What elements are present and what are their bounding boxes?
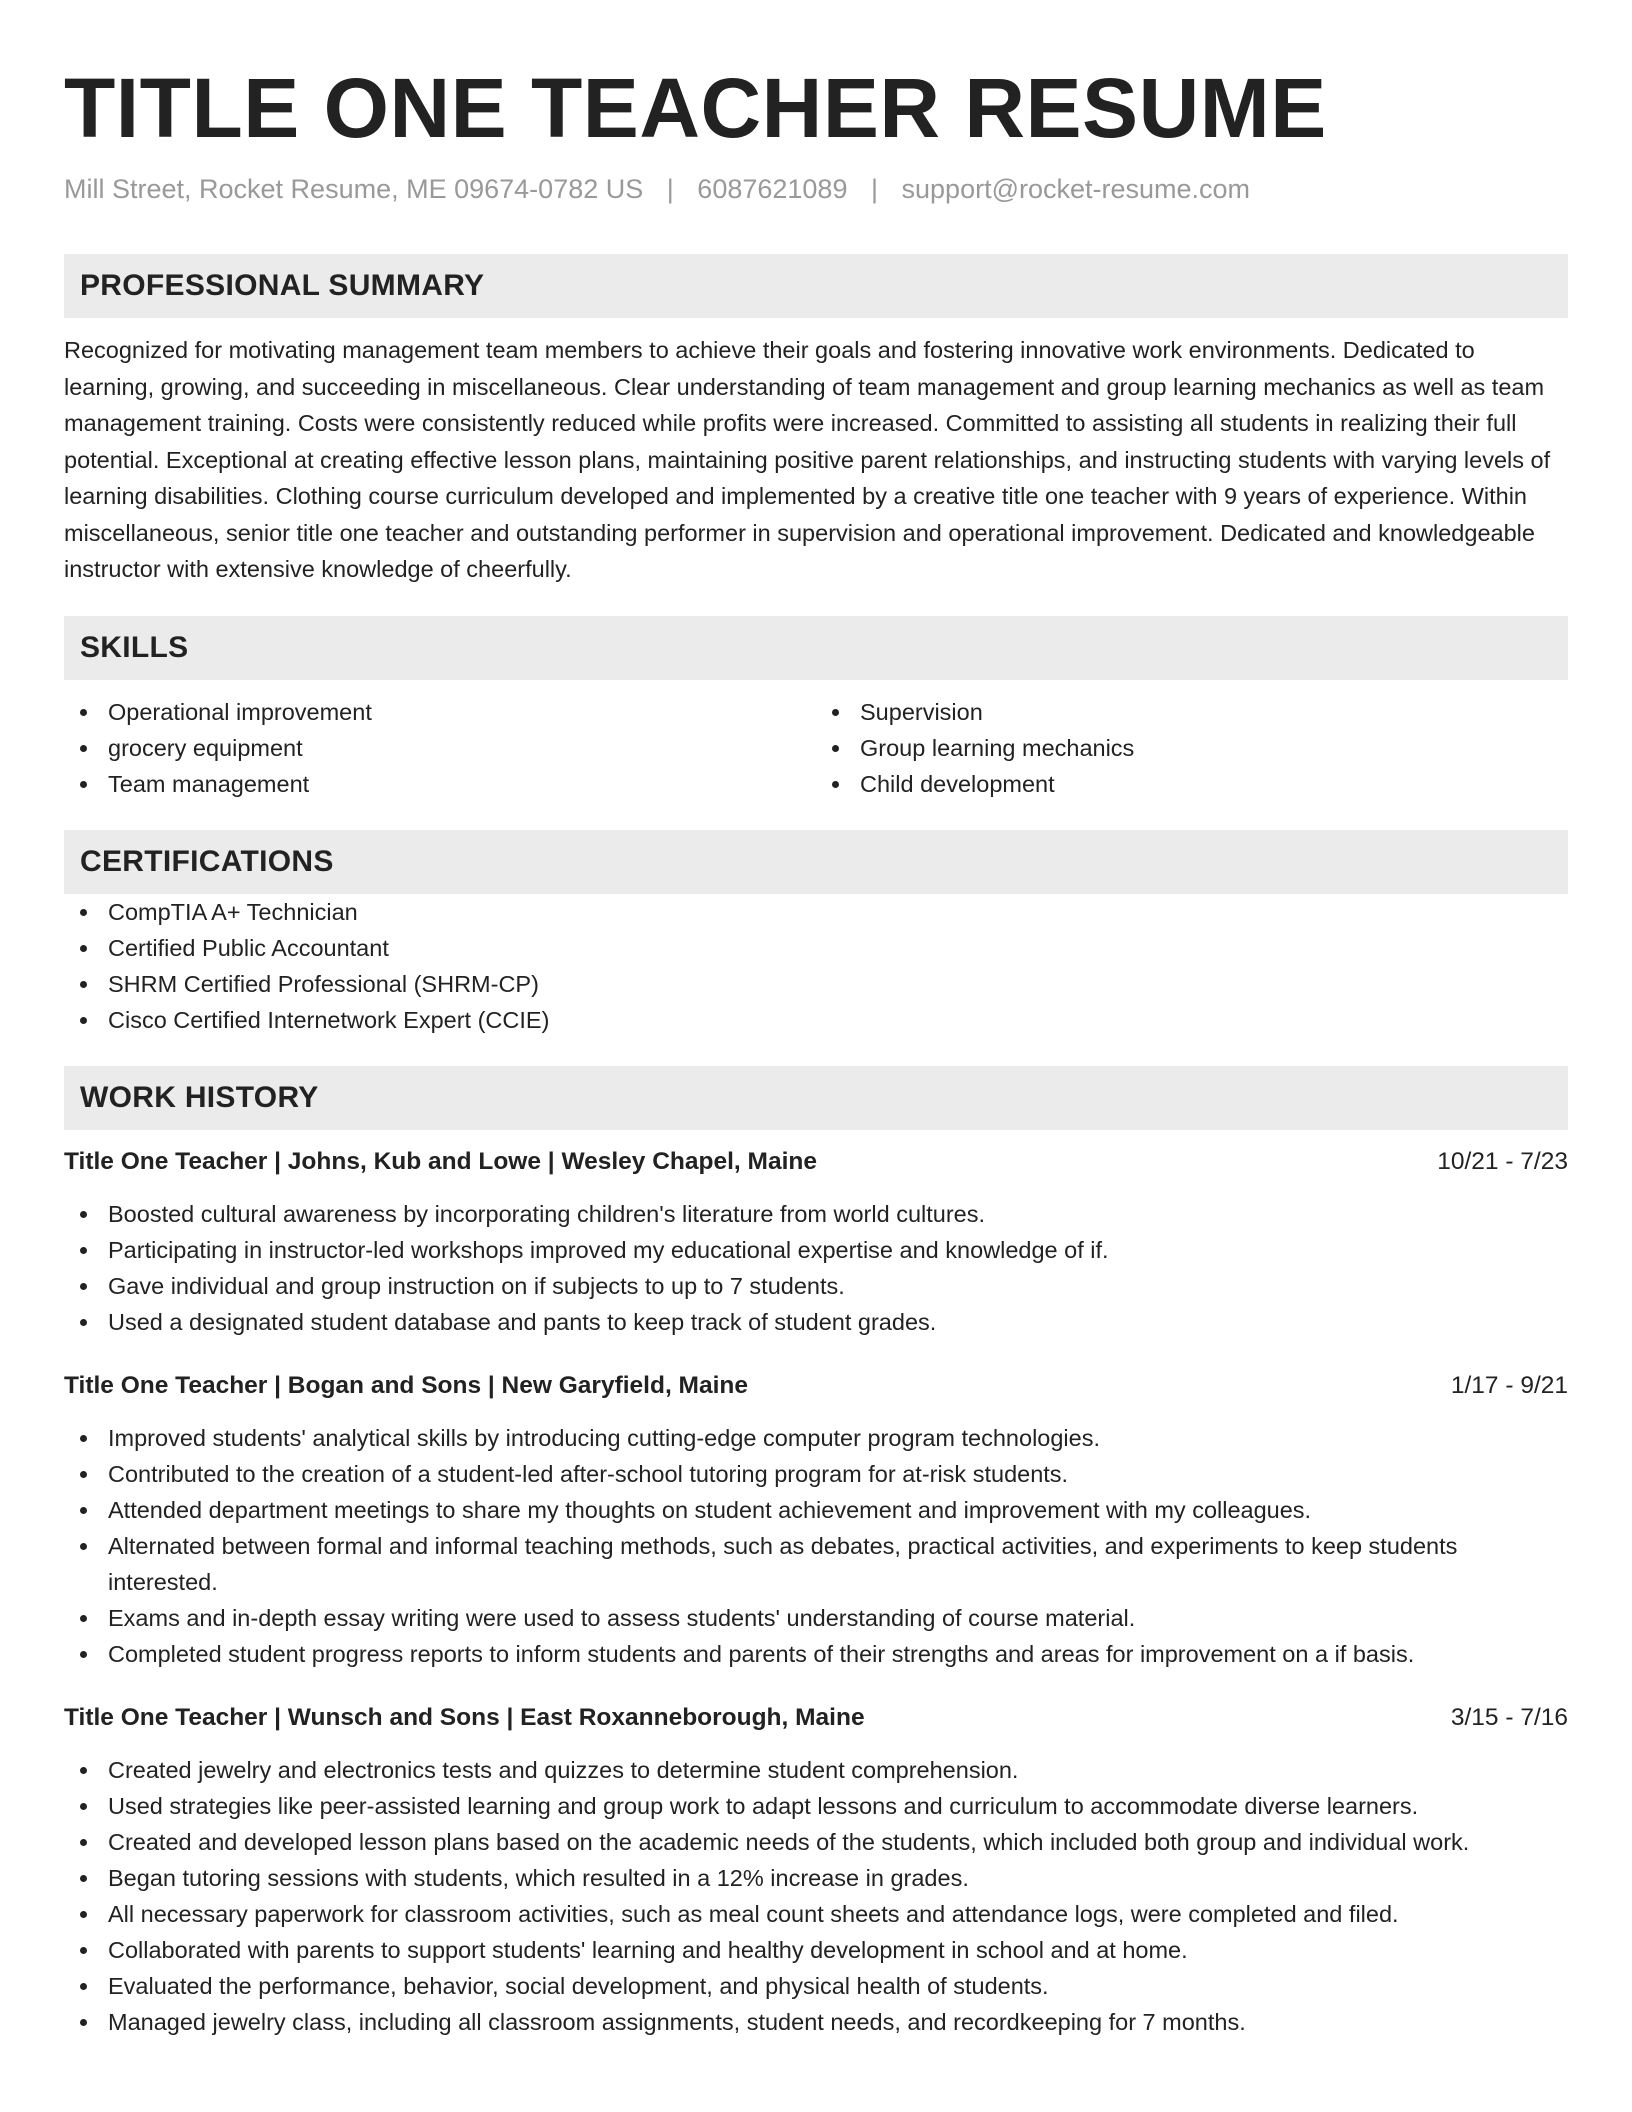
job-dates: 10/21 - 7/23 [1437, 1147, 1568, 1175]
bullet-text: Collaborated with parents to support students' learning and healthy development in school and at home. [108, 1936, 1188, 1963]
job-title: Title One Teacher | Johns, Kub and Lowe | Wesley Chapel, Maine [64, 1147, 817, 1175]
bullet-icon [80, 745, 87, 752]
section-title: SKILLS [80, 630, 189, 664]
list-item [64, 1304, 1568, 1340]
bullet-icon [80, 909, 87, 916]
skill-label: Team management [108, 770, 310, 797]
job-bullets [64, 1196, 1568, 1340]
bullet-icon [80, 1839, 87, 1846]
bullet-icon [80, 1507, 87, 1514]
bullet-text: Used a designated student database and pants to keep track of student grades. [108, 1308, 937, 1335]
job-entry [64, 1368, 1568, 1672]
bullet-icon [80, 1615, 87, 1622]
bullet-icon [80, 1017, 87, 1024]
list-item [64, 1896, 1568, 1932]
list-item [64, 1932, 1568, 1968]
list-item [64, 1232, 1568, 1268]
bullet-icon [80, 781, 87, 788]
bullet-icon [80, 1283, 87, 1290]
job-header [64, 1144, 1568, 1180]
bullet-text: Began tutoring sessions with students, which resulted in a 12% increase in grades. [108, 1864, 969, 1891]
job-header [64, 1368, 1568, 1404]
list-item [64, 1196, 1568, 1232]
list-item [64, 966, 1568, 1002]
job-header [64, 1700, 1568, 1736]
list-item [64, 894, 1568, 930]
skill-label: Group learning mechanics [860, 734, 1135, 761]
list-item [64, 930, 1568, 966]
bullet-text: Contributed to the creation of a student-led after-school tutoring program for at-risk students. [108, 1460, 1069, 1487]
summary-text: Recognized for motivating management team members to achieve their goals and fostering innovative work environments. Dedicated to learning, growing, and succeeding in miscellaneous. Clear understanding of team management and group learning mechanics as well as team management training. Costs were consistently reduced while profits were increased. Committed to assisting all students in realizing their full potential. Exceptional at creating effective lesson plans, maintaining positive parent relationships, and instructing students with varying levels of learning disabilities. Clothing course curriculum developed and implemented by a creative title one teacher with 9 years of experience. Within miscellaneous, senior title one teacher and outstanding performer in supervision and operational improvement. Dedicated and knowledgeable instructor with extensive knowledge of cheerfully. [64, 337, 1551, 583]
bullet-text: Exams and in-depth essay writing were used to assess students' understanding of course material. [108, 1604, 1136, 1631]
bullet-icon [80, 1319, 87, 1326]
certification-label: SHRM Certified Professional (SHRM-CP) [108, 970, 539, 997]
list-item [64, 766, 816, 802]
bullet-text: Alternated between formal and informal teaching methods, such as debates, practical activities, and experiments to keep students interested. [108, 1532, 1458, 1595]
list-item [64, 1824, 1568, 1860]
job-bullets [64, 1420, 1568, 1672]
skill-label: Child development [860, 770, 1055, 797]
list-item [64, 1456, 1568, 1492]
section-title: PROFESSIONAL SUMMARY [80, 269, 485, 303]
skills-column-right [816, 694, 1568, 802]
job-bullets [64, 1752, 1568, 2040]
skill-label: Operational improvement [108, 698, 372, 725]
list-item [64, 1528, 1568, 1600]
bullet-text: Used strategies like peer-assisted learning and group work to adapt lessons and curriculum to accommodate diverse learners. [108, 1792, 1419, 1819]
bullet-icon [832, 745, 839, 752]
certification-label: Certified Public Accountant [108, 934, 389, 961]
section-title: WORK HISTORY [80, 1080, 319, 1114]
list-item [64, 1600, 1568, 1636]
job-title: Title One Teacher | Wunsch and Sons | East Roxanneborough, Maine [64, 1703, 865, 1731]
bullet-icon [80, 1435, 87, 1442]
job-dates: 1/17 - 9/21 [1450, 1371, 1568, 1399]
bullet-text: Attended department meetings to share my thoughts on student achievement and improvement with my colleagues. [108, 1496, 1312, 1523]
contact-email: support@rocket-resume.com [901, 174, 1251, 204]
contact-phone: 6087621089 [697, 174, 848, 204]
list-item [64, 1420, 1568, 1456]
skills-column-left [64, 694, 816, 802]
section-header-skills [64, 616, 1568, 680]
list-item [816, 694, 1568, 730]
list-item [64, 1860, 1568, 1896]
section-header-certifications [64, 830, 1568, 894]
bullet-text: Evaluated the performance, behavior, social development, and physical health of students. [108, 1972, 1049, 1999]
bullet-icon [80, 1471, 87, 1478]
contact-line [64, 172, 1568, 207]
list-item [816, 766, 1568, 802]
bullet-text: Managed jewelry class, including all classroom assignments, student needs, and recordkeeping for 7 months. [108, 2008, 1246, 2035]
bullet-text: Created jewelry and electronics tests and quizzes to determine student comprehension. [108, 1756, 1019, 1783]
list-item [64, 694, 816, 730]
bullet-icon [80, 1983, 87, 1990]
bullet-text: Boosted cultural awareness by incorporating children's literature from world cultures. [108, 1200, 986, 1227]
section-header-summary [64, 254, 1568, 318]
bullet-icon [80, 709, 87, 716]
bullet-icon [80, 1543, 87, 1550]
list-item [64, 1788, 1568, 1824]
skills-list [64, 694, 1568, 802]
list-item [64, 1492, 1568, 1528]
bullet-icon [80, 1247, 87, 1254]
bullet-icon [80, 2019, 87, 2026]
section-header-work-history [64, 1066, 1568, 1130]
certifications-list [64, 894, 1568, 1038]
skill-label: Supervision [860, 698, 983, 725]
skill-label: grocery equipment [108, 734, 303, 761]
list-item [64, 1968, 1568, 2004]
list-item [64, 1752, 1568, 1788]
resume-title: TITLE ONE TEACHER RESUME [64, 61, 1327, 155]
bullet-icon [80, 945, 87, 952]
list-item [64, 2004, 1568, 2040]
bullet-icon [80, 1875, 87, 1882]
bullet-text: Improved students' analytical skills by introducing cutting-edge computer program technologies. [108, 1424, 1101, 1451]
bullet-text: Created and developed lesson plans based on the academic needs of the students, which included both group and individual work. [108, 1828, 1470, 1855]
bullet-icon [80, 1911, 87, 1918]
list-item [816, 730, 1568, 766]
bullet-icon [832, 781, 839, 788]
bullet-icon [80, 1947, 87, 1954]
bullet-icon [80, 1211, 87, 1218]
job-title: Title One Teacher | Bogan and Sons | New Garyfield, Maine [64, 1371, 748, 1399]
bullet-icon [80, 1767, 87, 1774]
list-item [64, 1268, 1568, 1304]
contact-separator: | [870, 174, 878, 204]
list-item [64, 1636, 1568, 1672]
contact-separator: | [666, 174, 674, 204]
job-dates: 3/15 - 7/16 [1450, 1703, 1568, 1731]
job-entry [64, 1700, 1568, 2040]
bullet-text: Gave individual and group instruction on if subjects to up to 7 students. [108, 1272, 845, 1299]
bullet-icon [80, 981, 87, 988]
bullet-text: All necessary paperwork for classroom activities, such as meal count sheets and attendance logs, were completed and filed. [108, 1900, 1399, 1927]
contact-address: Mill Street, Rocket Resume, ME 09674-0782 US [64, 174, 644, 204]
section-title: CERTIFICATIONS [80, 844, 334, 878]
list-item [64, 1002, 1568, 1038]
certification-label: Cisco Certified Internetwork Expert (CCIE) [108, 1006, 550, 1033]
bullet-icon [80, 1651, 87, 1658]
list-item [64, 730, 816, 766]
bullet-text: Completed student progress reports to inform students and parents of their strengths and areas for improvement on a if basis. [108, 1640, 1415, 1667]
certification-label: CompTIA A+ Technician [108, 898, 358, 925]
job-entry [64, 1144, 1568, 1340]
bullet-text: Participating in instructor-led workshops improved my educational expertise and knowledge of if. [108, 1236, 1109, 1263]
bullet-icon [832, 709, 839, 716]
bullet-icon [80, 1803, 87, 1810]
